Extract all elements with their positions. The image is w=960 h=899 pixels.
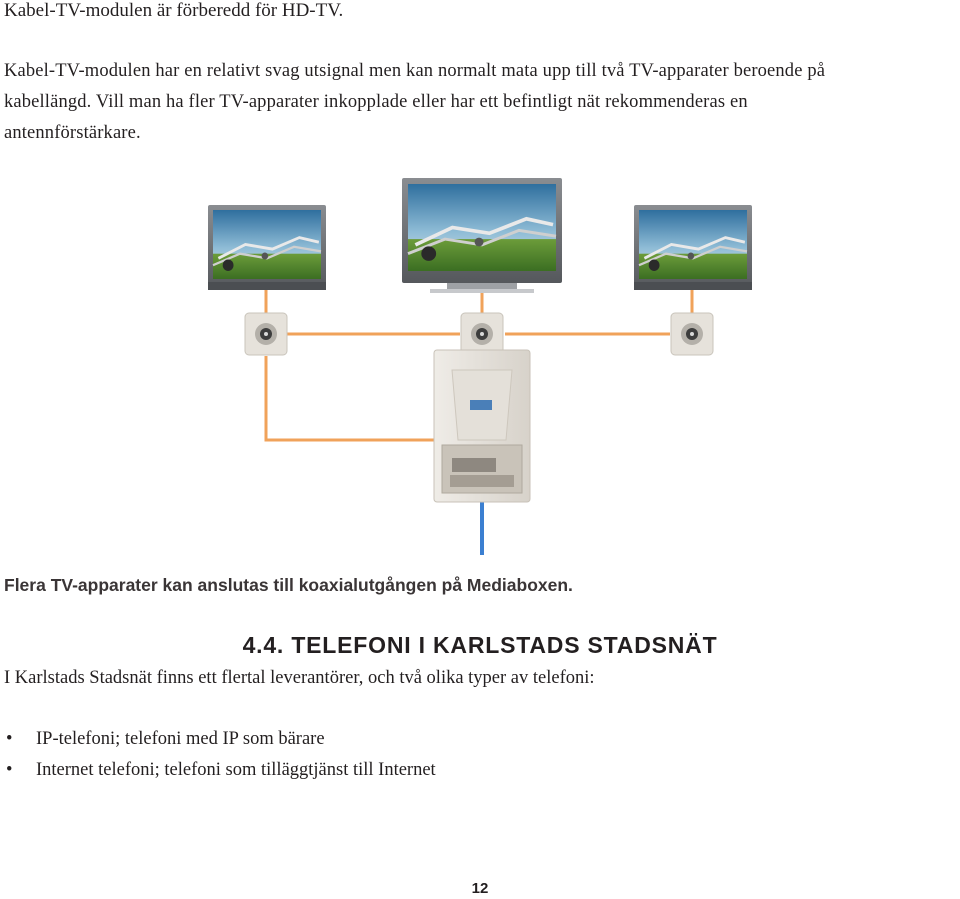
body-paragraph [4,56,954,149]
paragraph-line: antennförstärkare. [4,123,141,143]
mediabox [434,350,530,502]
wall-socket-right [671,313,713,355]
list-item-text: IP-telefoni; telefoni med IP som bärare [36,729,325,749]
paragraph-line: Kabel-TV-modulen har en relativt svag utsignal men kan normalt mata upp till två TV-apparater beroende på [4,61,826,81]
tv-center [402,178,562,293]
intro-paragraph: I Karlstads Stadsnät finns ett flertal leverantörer, och två olika typer av telefoni: [4,668,595,688]
bullet-list [4,725,436,787]
top-line: Kabel-TV-modulen är förberedd för HD-TV. [4,0,344,21]
bullet-symbol: • [6,729,13,749]
figure-caption: Flera TV-apparater kan anslutas till koaxialutgången på Mediaboxen. [4,575,573,595]
tv-network-diagram [190,170,770,555]
paragraph-line: kabellängd. Vill man ha fler TV-apparater inkopplade eller har ett befintligt nät rekommenderas en [4,92,748,112]
tv-right [634,205,752,290]
tv-left [208,205,326,290]
wall-socket-left [245,313,287,355]
wall-socket-center [461,313,503,355]
page-number: 12 [471,880,489,897]
list-item-text: Internet telefoni; telefoni som tilläggtjänst till Internet [36,760,436,780]
list-item [4,756,436,787]
section-heading: 4.4. TELEFONI I KARLSTADS STADSNÄT [242,632,718,658]
bullet-symbol: • [6,760,13,780]
list-item [4,725,436,756]
